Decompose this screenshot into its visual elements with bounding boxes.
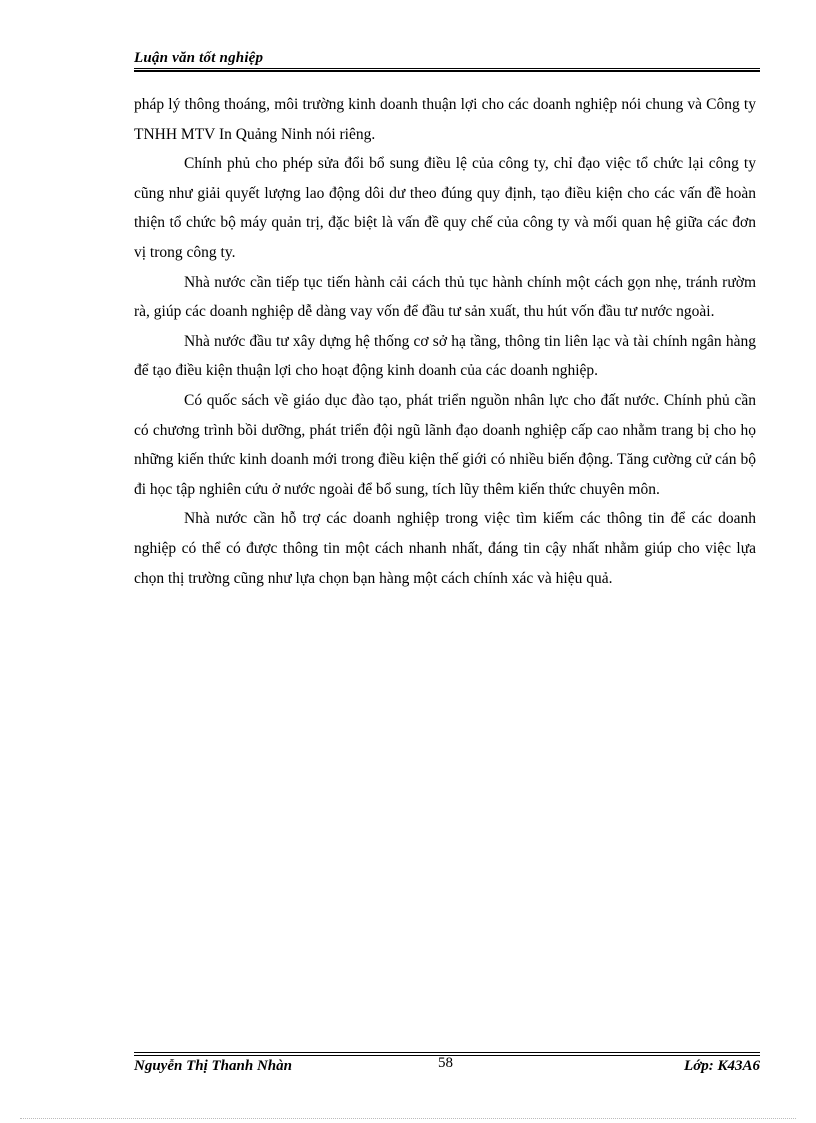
header-rule — [134, 68, 760, 69]
footer-rule — [134, 1052, 760, 1053]
paragraph-continued: pháp lý thông thoáng, môi trường kinh doanh thuận lợi cho các doanh nghiệp nói chung và Công ty TNHH MTV In Quảng Ninh nói riêng. — [134, 96, 756, 143]
paragraph-education-policy: Có quốc sách về giáo dục đào tạo, phát triển nguồn nhân lực cho đất nước. Chính phủ cần có chương trình bồi dưỡng, phát triển đội ngũ lãnh đạo doanh nghiệp cấp cao nhằm trang bị cho họ những kiến thức kinh doanh mới trong điều kiện thế giới có nhiều biến động. Tăng cường cử cán bộ đi học tập nghiên cứu ở nước ngoài để bổ sung, tích lũy thêm kiến thức chuyên môn. — [134, 391, 756, 498]
footer-author: Nguyễn Thị Thanh Nhàn — [134, 1058, 292, 1074]
header-title: Luận văn tốt nghiệp — [134, 50, 264, 66]
paragraph-information-support: Nhà nước cần hỗ trợ các doanh nghiệp trong việc tìm kiếm các thông tin để các doanh nghiệp có thể có được thông tin một cách nhanh nhất, đáng tin cậy nhất nhằm giúp cho việc lựa chọn thị trường cũng như lựa chọn bạn hàng một cách chính xác và hiệu quả. — [134, 510, 756, 587]
header-rule-thick — [134, 70, 760, 72]
body-text — [134, 90, 756, 593]
page-bottom-border — [20, 1118, 796, 1119]
paragraph-infrastructure: Nhà nước đầu tư xây dựng hệ thống cơ sở hạ tầng, thông tin liên lạc và tài chính ngân hàng để tạo điều kiện thuận lợi cho hoạt động kinh doanh của các doanh nghiệp. — [134, 332, 756, 380]
footer-class-label: Lớp: K43A6 — [684, 1058, 760, 1074]
paragraph-charter-amendment: Chính phủ cho phép sửa đổi bổ sung điều lệ của công ty, chỉ đạo việc tổ chức lại công ty cũng như giải quyết lượng lao động dôi dư theo đúng quy định, tạo điều kiện cho các vấn đề hoàn thiện tổ chức bộ máy quản trị, đặc biệt là vấn đề quy chế của công ty và mối quan hệ giữa các đơn vị trong công ty. — [134, 155, 756, 261]
page-number: 58 — [438, 1055, 453, 1071]
paragraph-administrative-reform: Nhà nước cần tiếp tục tiến hành cải cách thủ tục hành chính một cách gọn nhẹ, tránh rườm rà, giúp các doanh nghiệp dễ dàng vay vốn để đầu tư sản xuất, thu hút vốn đầu tư nước ngoài. — [134, 273, 756, 321]
